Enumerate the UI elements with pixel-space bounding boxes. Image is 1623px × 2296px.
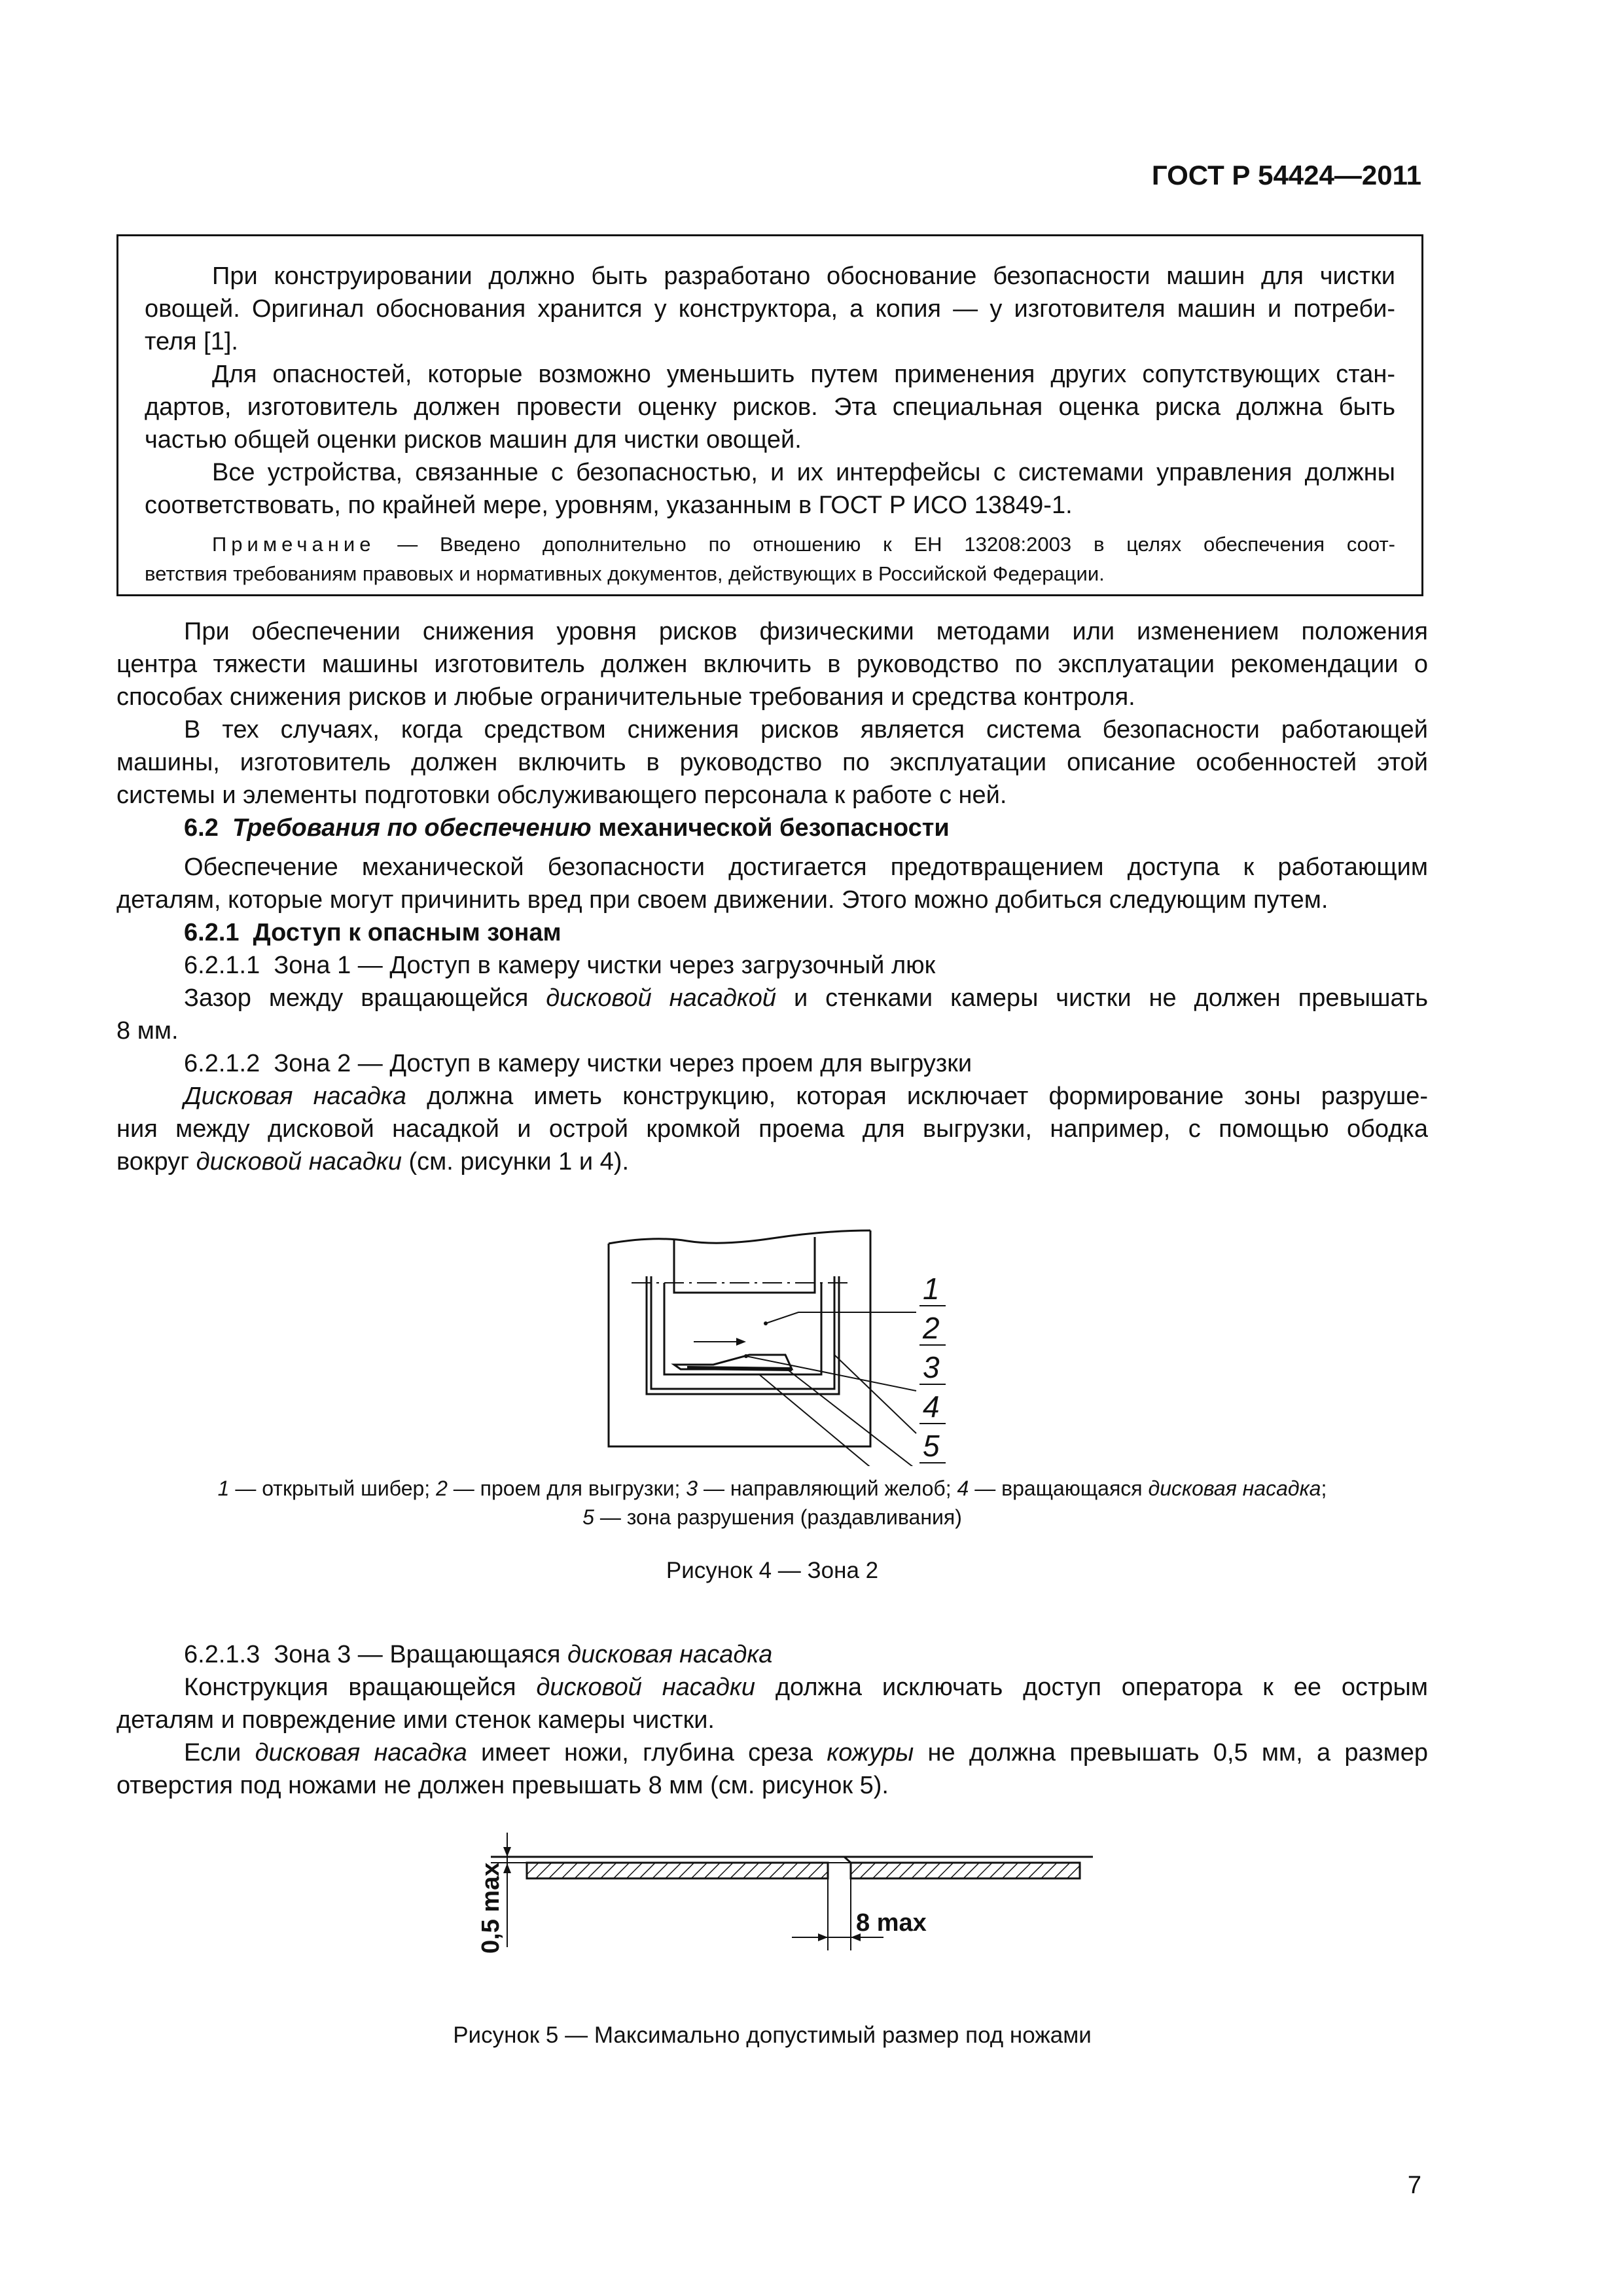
section-number: 6.2 xyxy=(184,814,219,842)
text-span: имеет ножи, глубина среза xyxy=(467,1739,827,1767)
text-line xyxy=(145,529,1395,559)
legend-text: — зона разрушения (раздавливания) xyxy=(594,1505,962,1529)
text-line: овощей. Оригинал обоснования хранится у конструктора, а копия — у изготовителя машин и потреби- xyxy=(145,295,1395,323)
open-gate xyxy=(674,1237,815,1293)
legend-text: — проем для выгрузки; xyxy=(447,1477,687,1500)
text-line: машины, изготовитель должен включить в руководство по эксплуатации описание особенностей этой xyxy=(116,749,1428,776)
paragraph xyxy=(116,1736,1428,1802)
legend-number: 1 xyxy=(217,1477,230,1500)
legend-number: 5 xyxy=(582,1505,594,1529)
paragraph xyxy=(116,615,1428,713)
legend-number: 3 xyxy=(686,1477,698,1500)
text-span: Зазор между вращающейся xyxy=(184,984,546,1012)
legend-text: — открытый шибер; xyxy=(229,1477,437,1500)
box-paragraph-3 xyxy=(145,456,1395,522)
text-line: дартов, изготовитель должен провести оценку рисков. Эта специальная оценка риска должна быть xyxy=(145,393,1395,421)
text-line: ветствия требованиям правовых и нормативных документов, действующих в Российской Федерации. xyxy=(145,562,1105,585)
text-span: (см. рисунки 1 и 4). xyxy=(401,1148,629,1175)
box-paragraph-1 xyxy=(145,260,1395,358)
figure-5-diagram xyxy=(452,1820,1106,1977)
paragraph xyxy=(116,982,1428,1047)
paragraph xyxy=(116,1080,1428,1178)
leader-1 xyxy=(766,1312,916,1323)
text-span: 6.2.1.3 Зона 3 — Вращающаяся xyxy=(184,1641,567,1668)
legend-line-1 xyxy=(116,1474,1428,1503)
paragraph xyxy=(116,713,1428,812)
text-line xyxy=(116,1671,1428,1704)
legend-text: — вращающаяся xyxy=(969,1477,1149,1500)
text-italic: дисковой насадки xyxy=(196,1148,402,1175)
section-heading-6-2-1: 6.2.1 Доступ к опасным зонам xyxy=(184,919,562,946)
note-label: Примечание xyxy=(212,533,376,556)
page-number: 7 xyxy=(1407,2172,1421,2199)
paragraph xyxy=(116,851,1428,916)
paragraph xyxy=(116,1671,1428,1736)
note-text: — Введено дополнительно по отношению к ЕН 13208:2003 в целях обеспечения соот- xyxy=(375,533,1395,556)
text-italic: дисковой насадкой xyxy=(546,984,777,1012)
text-line: 8 мм. xyxy=(116,1017,179,1045)
text-line: Все устройства, связанные с безопасностью, и их интерфейсы с системами управления должны xyxy=(212,459,1395,486)
text-line: центра тяжести машины изготовитель должен включить в руководство по эксплуатации рекомендации о xyxy=(116,651,1428,678)
text-line: соответствовать, по крайней мере, уровням, указанным в ГОСТ Р ИСО 13849-1. xyxy=(145,492,1073,519)
text-line: Обеспечение механической безопасности достигается предотвращением доступа к работающим xyxy=(184,853,1428,881)
figure-4-label-5: 5 xyxy=(923,1429,940,1463)
section-title-italic: Требования по обеспечению xyxy=(232,814,592,842)
leader-3 xyxy=(834,1355,916,1433)
text-span: и стенками камеры чистки не должен превышать xyxy=(776,984,1428,1012)
text-span: вокруг xyxy=(116,1148,196,1175)
section-heading-6-2-1-3 xyxy=(184,1638,1427,1671)
text-span: должна иметь конструкцию, которая исключает формирование зоны разруше- xyxy=(406,1083,1428,1110)
discharge-opening xyxy=(664,1283,821,1374)
dim-vertical-label: 0,5 max xyxy=(477,1862,505,1954)
figure-4-label-1: 1 xyxy=(923,1272,940,1306)
section-heading-6-2-1-1: 6.2.1.1 Зона 1 — Доступ в камеру чистки через загрузочный люк xyxy=(184,952,936,979)
right-plate xyxy=(851,1863,1080,1878)
text-italic: дисковая насадка xyxy=(255,1739,467,1767)
legend-line-2 xyxy=(116,1503,1428,1532)
text-line: ния между дисковой насадкой и острой кромкой проема для выгрузки, например, с помощью ободка xyxy=(116,1115,1428,1143)
text-line: способах снижения рисков и любые ограничительные требования и средства контроля. xyxy=(116,683,1135,711)
figure-4-label-2: 2 xyxy=(923,1311,940,1345)
arrow-head xyxy=(736,1338,746,1346)
text-italic: Дисковая насадка xyxy=(184,1083,406,1110)
text-line: теля [1]. xyxy=(145,328,238,355)
figure-4-label-3: 3 xyxy=(923,1350,940,1384)
text-italic: дисковой насадки xyxy=(536,1674,756,1701)
text-line xyxy=(116,982,1428,1014)
machine-outline xyxy=(609,1230,870,1446)
text-span: Конструкция вращающейся xyxy=(184,1674,537,1701)
text-italic: дисковая насадка xyxy=(567,1641,773,1668)
text-line: При конструировании должно быть разработано обоснование безопасности машин для чистки xyxy=(212,262,1395,290)
text-italic: кожуры xyxy=(827,1739,914,1767)
box-note xyxy=(145,529,1395,588)
legend-number: 2 xyxy=(436,1477,448,1500)
text-line: частью общей оценки рисков машин для чистки овощей. xyxy=(145,426,802,454)
text-line xyxy=(116,1736,1428,1769)
text-span: не должна превышать 0,5 мм, а размер xyxy=(914,1739,1428,1767)
text-line: деталям, которые могут причинить вред при своем движении. Этого можно добиться следующим путем. xyxy=(116,886,1329,914)
section-heading-6-2-1-2: 6.2.1.2 Зона 2 — Доступ в камеру чистки через проем для выгрузки xyxy=(184,1050,972,1077)
figure-4-diagram xyxy=(589,1178,982,1466)
text-line: деталям и повреждение ими стенок камеры чистки. xyxy=(116,1706,715,1734)
text-line: системы и элементы подготовки обслуживающего персонала к работе с ней. xyxy=(116,781,1007,809)
box-paragraph-2 xyxy=(145,358,1395,456)
dim-horizontal-label: 8 max xyxy=(856,1909,927,1937)
text-line: При обеспечении снижения уровня рисков физическими методами или изменением положения xyxy=(184,618,1428,645)
document-header: ГОСТ Р 54424—2011 xyxy=(1151,160,1421,190)
text-span: Если xyxy=(184,1739,255,1767)
legend-number: 4 xyxy=(957,1477,969,1500)
text-line xyxy=(116,1145,1428,1178)
text-line: В тех случаях, когда средством снижения рисков является система безопасности работающей xyxy=(184,716,1428,744)
boxed-insert xyxy=(116,234,1423,596)
text-line xyxy=(116,1080,1428,1113)
text-line: отверстия под ножами не должен превышать 8 мм (см. рисунок 5). xyxy=(116,1772,889,1799)
text-span: должна исключать доступ оператора к ее острым xyxy=(755,1674,1428,1701)
figure-4-label-4: 4 xyxy=(923,1390,940,1424)
legend-text: — направляющий желоб; xyxy=(698,1477,957,1500)
figure-4-title: Рисунок 4 — Зона 2 xyxy=(666,1558,879,1583)
break-line xyxy=(609,1230,870,1244)
legend-text-italic: дисковая насадка xyxy=(1148,1477,1321,1500)
left-plate xyxy=(527,1863,828,1878)
figure-5-title: Рисунок 5 — Максимально допустимый размер под ножами xyxy=(453,2022,1092,2048)
section-heading-6-2 xyxy=(184,812,1427,844)
text-line: Для опасностей, которые возможно уменьшить путем применения других сопутствующих стан- xyxy=(212,361,1395,388)
figure-4-legend xyxy=(116,1474,1428,1532)
crush-zone xyxy=(687,1368,792,1369)
section-title: механической безопасности xyxy=(598,814,950,842)
legend-text: ; xyxy=(1321,1477,1327,1500)
